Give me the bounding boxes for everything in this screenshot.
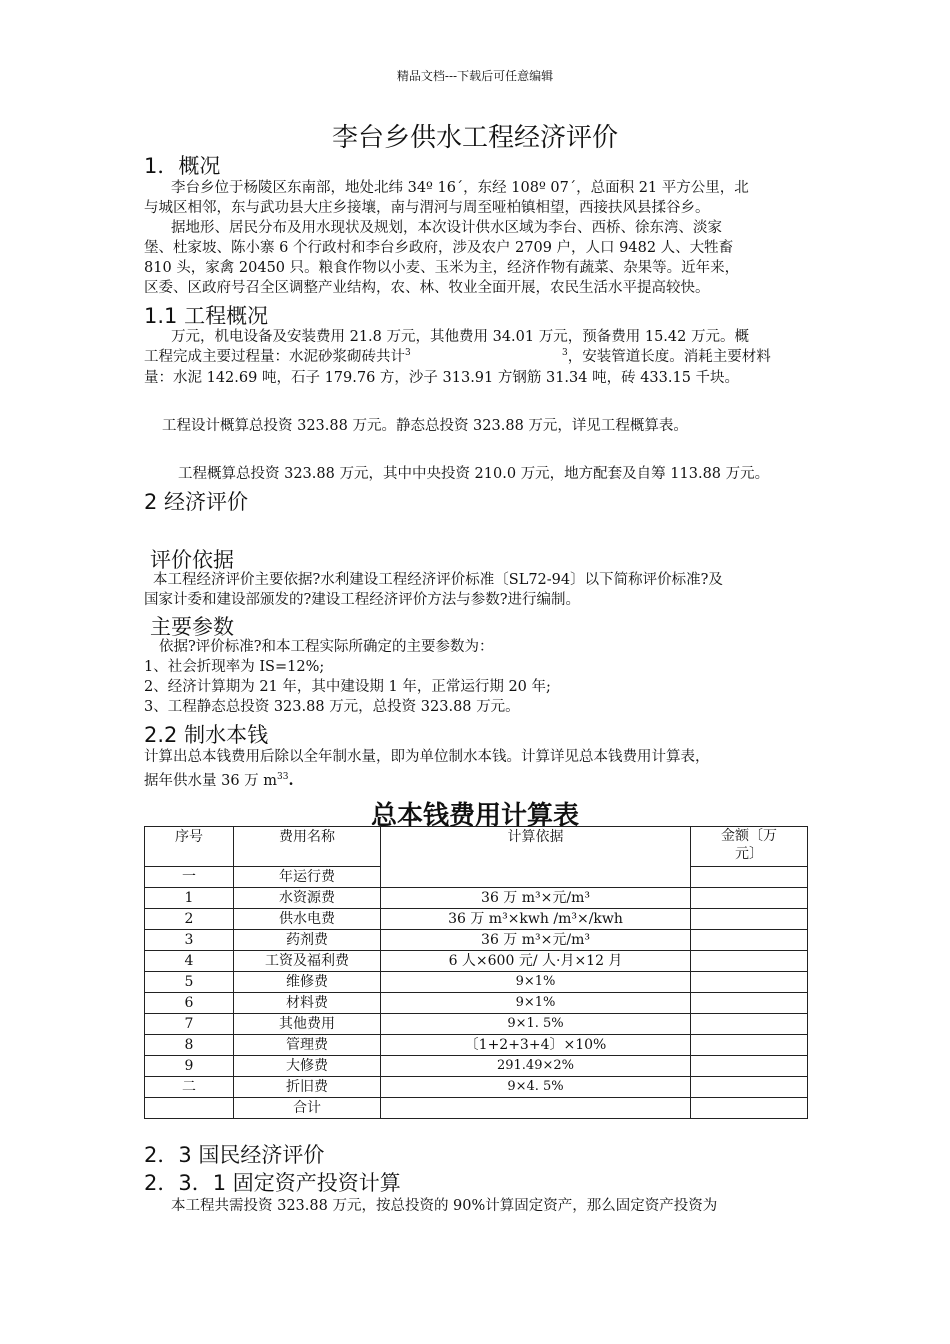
param-item: 2、经济计算期为 21 年，其中建设期 1 年，正常运行期 20 年; bbox=[144, 679, 551, 695]
table-row-basis: 6 人×600 元/ 人·月×12 月 bbox=[381, 951, 691, 972]
params-intro: 依据?评价标准?和本工程实际所确定的主要参数为： bbox=[159, 639, 494, 655]
table-row-amount bbox=[691, 888, 808, 909]
table-title: 总本钱费用计算表 bbox=[370, 801, 579, 831]
s1-paragraph-line: 与城区相邻，东与武功县大庄乡接壤，南与渭河与周至哑柏镇相望，西接扶风县揉谷乡。 bbox=[144, 200, 710, 216]
s1-paragraph-line: 李台乡位于杨陵区东南部，地处北纬 34º 16´，东经 108º 07´，总面积 21 平方公里，北 bbox=[171, 180, 749, 196]
table-row-no: 二 bbox=[145, 1077, 234, 1098]
basis-line: 国家计委和建设部颁发的?建设工程经济评价方法与参数?进行编制。 bbox=[144, 592, 581, 608]
table-row-no: 2 bbox=[145, 909, 234, 930]
table-row-basis: 9×1% bbox=[381, 993, 691, 1014]
table-row-no: 8 bbox=[145, 1035, 234, 1056]
table-row-basis: 36 万 m³×元/m³ bbox=[381, 888, 691, 909]
s23-line: 本工程共需投资 323.88 万元，按总投资的 90%计算固定资产，那么固定资产投资为 bbox=[171, 1198, 718, 1214]
table-row-no bbox=[145, 1098, 234, 1119]
basis-line: 本工程经济评价主要依据?水利建设工程经济评价标准〔SL72-94〕以下简称评价标准?及 bbox=[153, 572, 723, 588]
params-heading: 主要参数 bbox=[150, 615, 234, 639]
table-row-basis bbox=[381, 1098, 691, 1119]
s1-paragraph-line: 据地形、居民分布及用水现状及规划，本次设计供水区域为李台、西桥、徐东湾、淡家 bbox=[171, 220, 722, 236]
table-row-amount bbox=[691, 867, 808, 888]
table-row-name: 供水电费 bbox=[234, 909, 381, 930]
section-2-heading: 2 经济评价 bbox=[144, 490, 249, 514]
table-row-no: 3 bbox=[145, 930, 234, 951]
s11-line: 量：水泥 142.69 吨，石子 179.76 方，沙子 313.91 方钢筋 31.34 吨，砖 433.15 千块。 bbox=[144, 370, 740, 386]
table-row-no: 9 bbox=[145, 1056, 234, 1077]
table-row-amount bbox=[691, 1098, 808, 1119]
table-row-name: 合计 bbox=[234, 1098, 381, 1119]
table-row-amount bbox=[691, 930, 808, 951]
table-row-basis: 9×1% bbox=[381, 972, 691, 993]
s1-paragraph-line: 810 头，家禽 20450 只。粮食作物以小麦、玉米为主，经济作物有蔬菜、杂果等。近年来， bbox=[144, 260, 740, 276]
table-row-name: 大修费 bbox=[234, 1056, 381, 1077]
s22-line: 计算出总本钱费用后除以全年制水量，即为单位制水本钱。计算详见总本钱费用计算表， bbox=[144, 749, 710, 765]
table-row-no: 6 bbox=[145, 993, 234, 1014]
s11-line: 万元，机电设备及安装费用 21.8 万元，其他费用 34.01 万元，预备费用 15.42 万元。概 bbox=[171, 329, 749, 345]
document-title: 李台乡供水工程经济评价 bbox=[331, 123, 618, 153]
table-row-no: 5 bbox=[145, 972, 234, 993]
table-row-name: 药剂费 bbox=[234, 930, 381, 951]
table-row-basis: 36 万 m³×元/m³ bbox=[381, 930, 691, 951]
s1-paragraph-line: 区委、区政府号召全区调整产业结构，农、林、牧业全面开展，农民生活水平提高较快。 bbox=[144, 280, 710, 296]
header-no: 序号 bbox=[145, 827, 234, 867]
table-row-name: 水资源费 bbox=[234, 888, 381, 909]
table-row-basis: 〔1+2+3+4〕×10% bbox=[381, 1035, 691, 1056]
table-row-amount bbox=[691, 1035, 808, 1056]
table-row-amount bbox=[691, 1056, 808, 1077]
table-row-name: 材料费 bbox=[234, 993, 381, 1014]
section-2-3-1-heading: 2．3．1 固定资产投资计算 bbox=[144, 1171, 401, 1195]
table-row-basis: 36 万 m³×kwh /m³×/kwh bbox=[381, 909, 691, 930]
section-2-3-heading: 2．3 国民经济评价 bbox=[144, 1143, 325, 1167]
table-row-name: 年运行费 bbox=[234, 867, 381, 888]
table-row-amount bbox=[691, 972, 808, 993]
s11-line-cont: $^3$，安装管道长度。消耗主要材料 bbox=[562, 348, 771, 365]
s11-line: 工程设计概算总投资 323.88 万元。静态总投资 323.88 万元，详见工程概算表。 bbox=[162, 418, 688, 434]
table-row-name: 工资及福利费 bbox=[234, 951, 381, 972]
table-row-amount bbox=[691, 1077, 808, 1098]
header-amount: 金额〔万 元〕 bbox=[691, 827, 808, 867]
table-row-amount bbox=[691, 1014, 808, 1035]
basis-heading: 评价依据 bbox=[150, 548, 234, 572]
table-row-no: 7 bbox=[145, 1014, 234, 1035]
s1-paragraph-line: 堡、杜家坡、陈小寨 6 个行政村和李台乡政府，涉及农户 2709 户，人口 9482 人、大牲畜 bbox=[144, 240, 734, 256]
s11-line: 工程概算总投资 323.88 万元，其中中央投资 210.0 万元，地方配套及自筹 113.88 万元。 bbox=[178, 466, 770, 482]
table-row-name: 维修费 bbox=[234, 972, 381, 993]
s22-line: 据年供水量 36 万 $m^{33}$. bbox=[144, 772, 294, 789]
table-row-amount bbox=[691, 993, 808, 1014]
table-row-no: 4 bbox=[145, 951, 234, 972]
param-item: 3、工程静态总投资 323.88 万元，总投资 323.88 万元。 bbox=[144, 699, 520, 715]
table-row-no: 1 bbox=[145, 888, 234, 909]
param-item: 1、社会折现率为 IS=12%; bbox=[144, 659, 325, 675]
section-1-heading: 1．概况 bbox=[144, 154, 221, 178]
table-row-amount bbox=[691, 951, 808, 972]
cost-table bbox=[144, 826, 808, 1119]
table-row-no: 一 bbox=[145, 867, 234, 888]
table-row-amount bbox=[691, 909, 808, 930]
s11-line: 工程完成主要过程量：水泥砂浆砌砖共计$^3$ bbox=[144, 348, 411, 365]
table-row-basis: 9×4. 5% bbox=[381, 1077, 691, 1098]
section-2-2-heading: 2.2 制水本钱 bbox=[144, 723, 269, 747]
section-1-1-heading: 1.1 工程概况 bbox=[144, 304, 269, 328]
table-row-name: 管理费 bbox=[234, 1035, 381, 1056]
table-row-name: 折旧费 bbox=[234, 1077, 381, 1098]
table-row-basis: 9×1. 5% bbox=[381, 1014, 691, 1035]
table-row-name: 其他费用 bbox=[234, 1014, 381, 1035]
header-name: 费用名称 bbox=[234, 827, 381, 867]
page-header: 精品文档---下载后可任意编辑 bbox=[396, 69, 554, 83]
table-row-basis: 291.49×2% bbox=[381, 1056, 691, 1077]
header-basis: 计算依据 bbox=[381, 827, 691, 888]
